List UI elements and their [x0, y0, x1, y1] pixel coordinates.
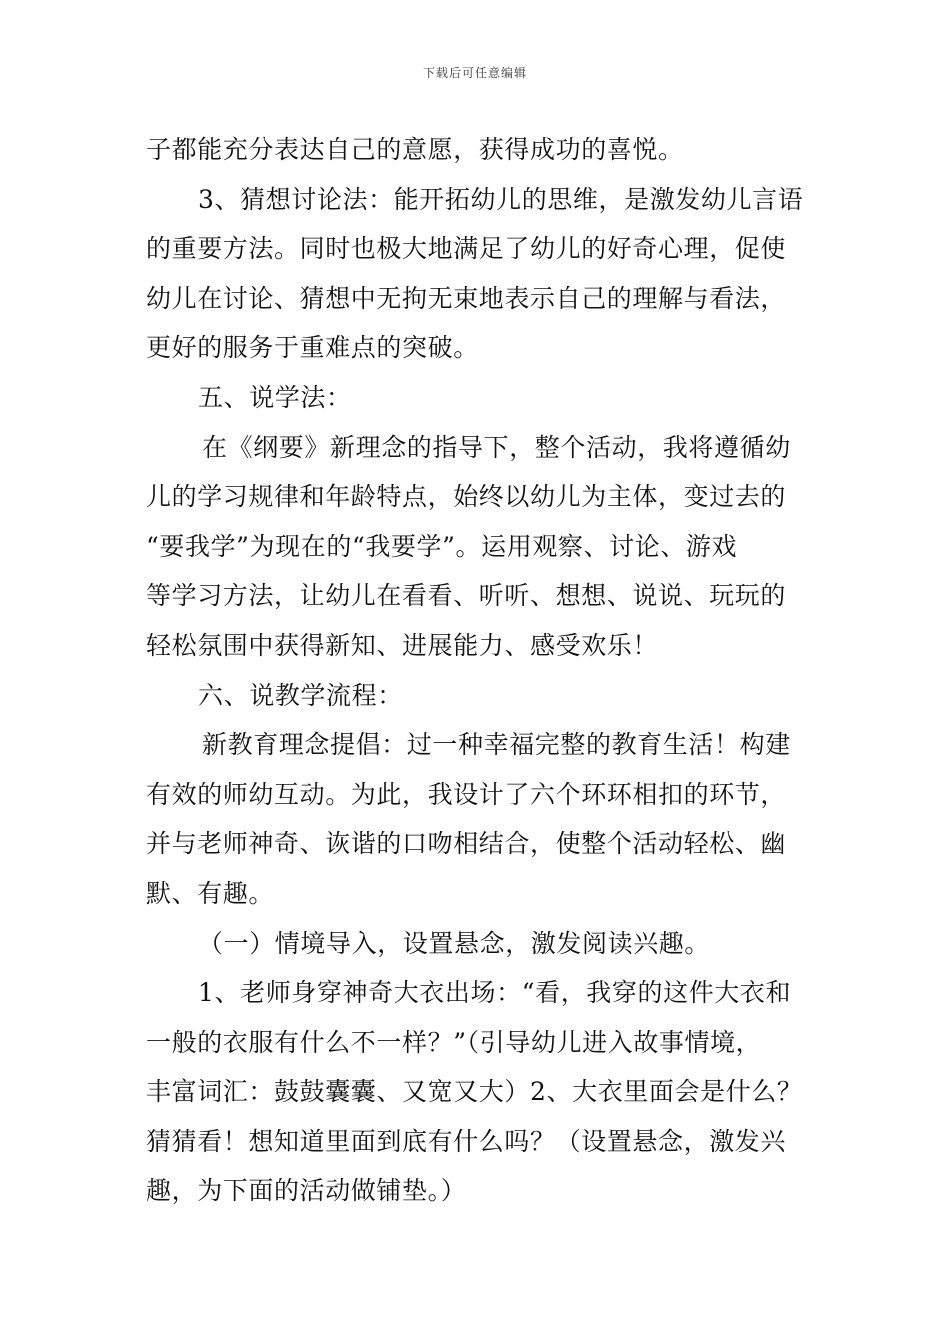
text-line: 有效的师幼互动。为此，我设计了六个环环相扣的环节， — [146, 779, 787, 809]
text-line: 3、猜想讨论法：能开拓幼儿的思维，是激发幼儿言语 — [198, 184, 804, 214]
subsection-heading: （一）情境导入，设置悬念，激发阅读兴趣。 — [198, 928, 711, 958]
text-line: 轻松氛围中获得新知、进展能力、感受欢乐！ — [146, 630, 659, 660]
text-line: 等学习方法，让幼儿在看看、听听、想想、说说、玩玩的 — [146, 581, 787, 611]
text-line: 丰富词汇：鼓鼓囊囊、又宽又大）2、大衣里面会是什么？ — [146, 1077, 803, 1107]
text-line: 更好的服务于重难点的突破。 — [146, 333, 479, 363]
text-line: 默、有趣。 — [146, 878, 275, 908]
text-line: “要我学”为现在的“我要学”。运用观察、讨论、游戏 — [146, 531, 738, 561]
text-line: 新教育理念提倡：过一种幸福完整的教育生活！构建 — [202, 730, 791, 760]
document-body — [146, 125, 810, 1216]
text-line: 猜猜看！想知道里面到底有什么吗？（设置悬念，激发兴 — [146, 1126, 787, 1156]
section-heading: 六、说教学流程： — [198, 680, 403, 710]
text-line: 1、老师身穿神奇大衣出场：“看，我穿的这件大衣和 — [198, 978, 792, 1008]
page-header: 下载后可任意编辑 — [422, 66, 527, 80]
text-line: 并与老师神奇、诙谐的口吻相结合，使整个活动轻松、幽 — [146, 829, 787, 859]
text-line: 一般的衣服有什么不一样？”（引导幼儿进入故事情境， — [146, 1027, 762, 1057]
text-line: 儿的学习规律和年龄特点，始终以幼儿为主体，变过去的 — [146, 482, 787, 512]
text-line: 趣，为下面的活动做铺垫。） — [146, 1176, 467, 1206]
section-heading: 五、说学法： — [198, 382, 352, 412]
text-line: 的重要方法。同时也极大地满足了幼儿的好奇心理，促使 — [146, 234, 787, 264]
text-line: 子都能充分表达自己的意愿，获得成功的喜悦。 — [146, 135, 684, 164]
text-line: 在《纲要》新理念的指导下，整个活动，我将遵循幼 — [202, 432, 791, 462]
text-line: 幼儿在讨论、猜想中无拘无束地表示自己的理解与看法， — [146, 283, 787, 313]
